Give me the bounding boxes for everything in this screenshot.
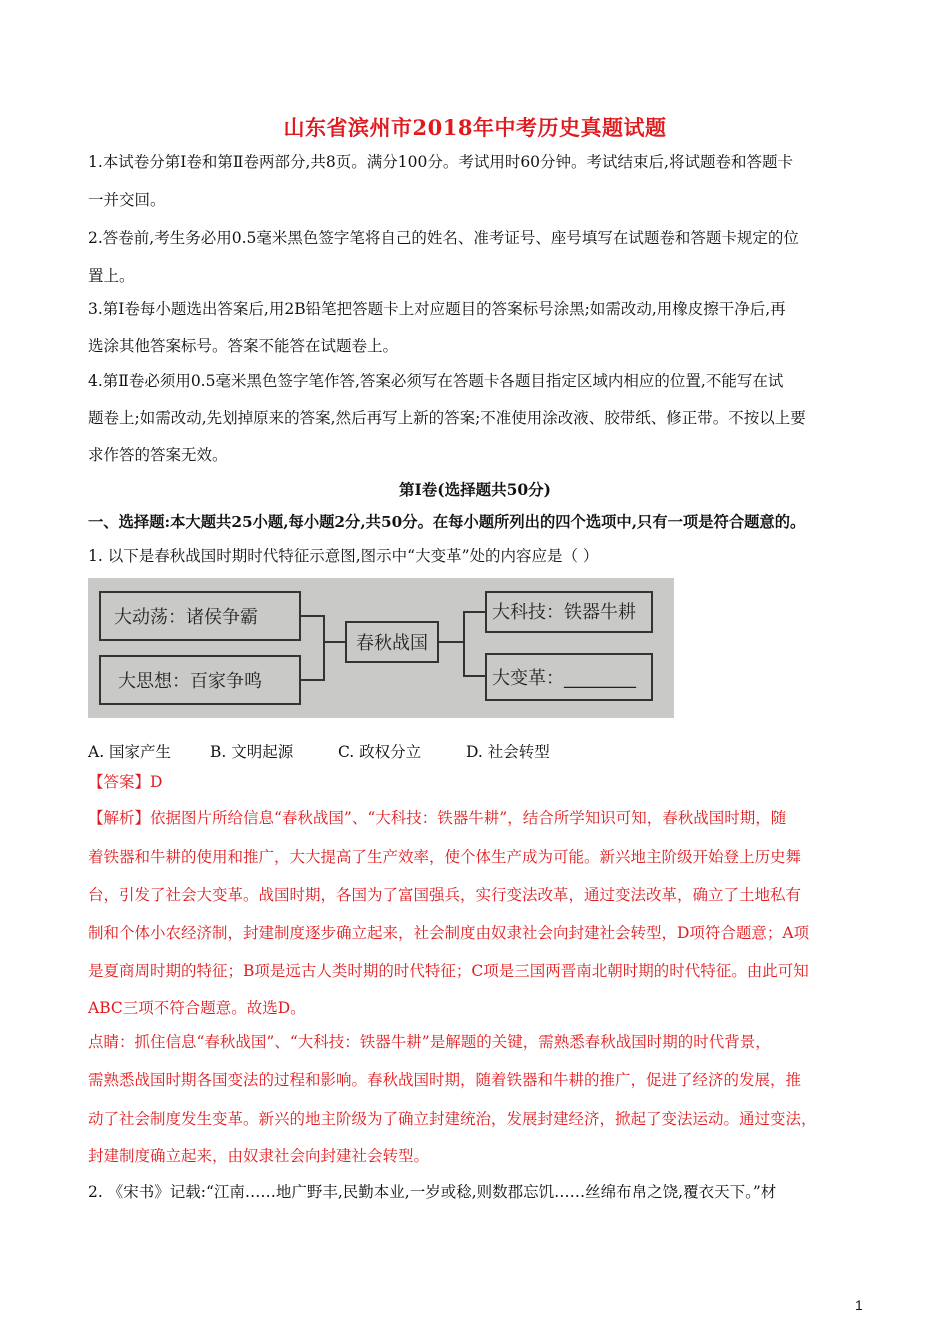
- option-c: C. 政权分立: [338, 743, 422, 761]
- question-1-stem: 1. 以下是春秋战国时期时代特征示意图,图示中“大变革”处的内容应是（ ）: [88, 547, 599, 565]
- instruction-line: 置上。: [88, 267, 135, 285]
- option-a: A. 国家产生: [88, 743, 172, 761]
- instruction-line: 4.第Ⅱ卷必须用0.5毫米黑色签字笔作答,答案必须写在答题卡各题目指定区域内相应的位置,不能写在试: [88, 372, 784, 390]
- connector-right: [464, 612, 486, 676]
- analysis-line: 【解析】依据图片所给信息“春秋战国”、“大科技：铁器牛耕”，结合所学知识可知，春秋战国时期，随: [88, 809, 787, 827]
- question-1-diagram: [88, 578, 674, 718]
- diagram-label-bottom-right: 大变革：________: [492, 668, 636, 689]
- instruction-line: 一并交回。: [88, 191, 166, 209]
- analysis-line: 台，引发了社会大变革。战国时期，各国为了富国强兵，实行变法改革，通过变法改革，确立了土地私有: [88, 886, 802, 904]
- analysis-line: ABC三项不符合题意。故选D。: [88, 999, 306, 1017]
- instruction-line: 选涂其他答案标号。答案不能答在试题卷上。: [88, 337, 399, 355]
- connector-left: [300, 616, 324, 680]
- section-intro: 一、选择题:本大题共25小题,每小题2分,共50分。在每小题所列出的四个选项中,只有一项是符合题意的。: [88, 513, 806, 531]
- tip-line: 动了社会制度发生变革。新兴的地主阶级为了确立封建统治，发展封建经济，掀起了变法运动。通过变法，: [88, 1110, 817, 1128]
- instruction-line: 题卷上;如需改动,先划掉原来的答案,然后再写上新的答案;不准使用涂改液、胶带纸、修正带。不按以上要: [88, 409, 806, 427]
- page-number: 1: [855, 1297, 863, 1313]
- section-title: 第Ⅰ卷(选择题共50分): [399, 480, 551, 499]
- instruction-line: 3.第Ⅰ卷每小题选出答案后,用2B铅笔把答题卡上对应题目的答案标号涂黑;如需改动,用橡皮擦干净后,再: [88, 300, 786, 318]
- diagram-label-center: 春秋战国: [356, 633, 428, 654]
- diagram-label-bottom-left: 大思想：百家争鸣: [118, 671, 262, 692]
- analysis-line: 着铁器和牛耕的使用和推广，大大提高了生产效率，使个体生产成为可能。新兴地主阶级开始登上历史舞: [88, 848, 802, 866]
- instruction-line: 求作答的答案无效。: [88, 446, 228, 464]
- answer-line: 【答案】D: [88, 773, 163, 791]
- option-d: D. 社会转型: [466, 743, 550, 761]
- tip-line: 需熟悉战国时期各国变法的过程和影响。春秋战国时期，随着铁器和牛耕的推广，促进了经济的发展，推: [88, 1071, 802, 1089]
- question-2-stem: 2. 《宋书》记载:“江南……地广野丰,民勤本业,一岁或稔,则数郡忘饥……丝绵布帛之饶,覆衣天下。”材: [88, 1183, 777, 1201]
- analysis-line: 制和个体小农经济制，封建制度逐步确立起来，社会制度由奴隶社会向封建社会转型，D项符合题意；A项: [88, 924, 810, 942]
- document-title: 山东省滨州市2018年中考历史真题试题: [283, 115, 667, 140]
- diagram-label-top-left: 大动荡：诸侯争霸: [114, 607, 258, 628]
- instruction-line: 1.本试卷分第Ⅰ卷和第Ⅱ卷两部分,共8页。满分100分。考试用时60分钟。考试结束后,将试题卷和答题卡: [88, 153, 793, 171]
- tip-line: 点睛：抓住信息“春秋战国”、“大科技：铁器牛耕”是解题的关键，需熟悉春秋战国时期的时代背景，: [88, 1033, 771, 1051]
- tip-line: 封建制度确立起来，由奴隶社会向封建社会转型。: [88, 1147, 430, 1165]
- diagram-label-top-right: 大科技：铁器牛耕: [492, 602, 636, 623]
- option-b: B. 文明起源: [210, 743, 294, 761]
- analysis-line: 是夏商周时期的特征；B项是远古人类时期的时代特征；C项是三国两晋南北朝时期的时代特征。由此可知: [88, 962, 809, 980]
- instruction-line: 2.答卷前,考生务必用0.5毫米黑色签字笔将自己的姓名、准考证号、座号填写在试题卷和答题卡规定的位: [88, 229, 799, 247]
